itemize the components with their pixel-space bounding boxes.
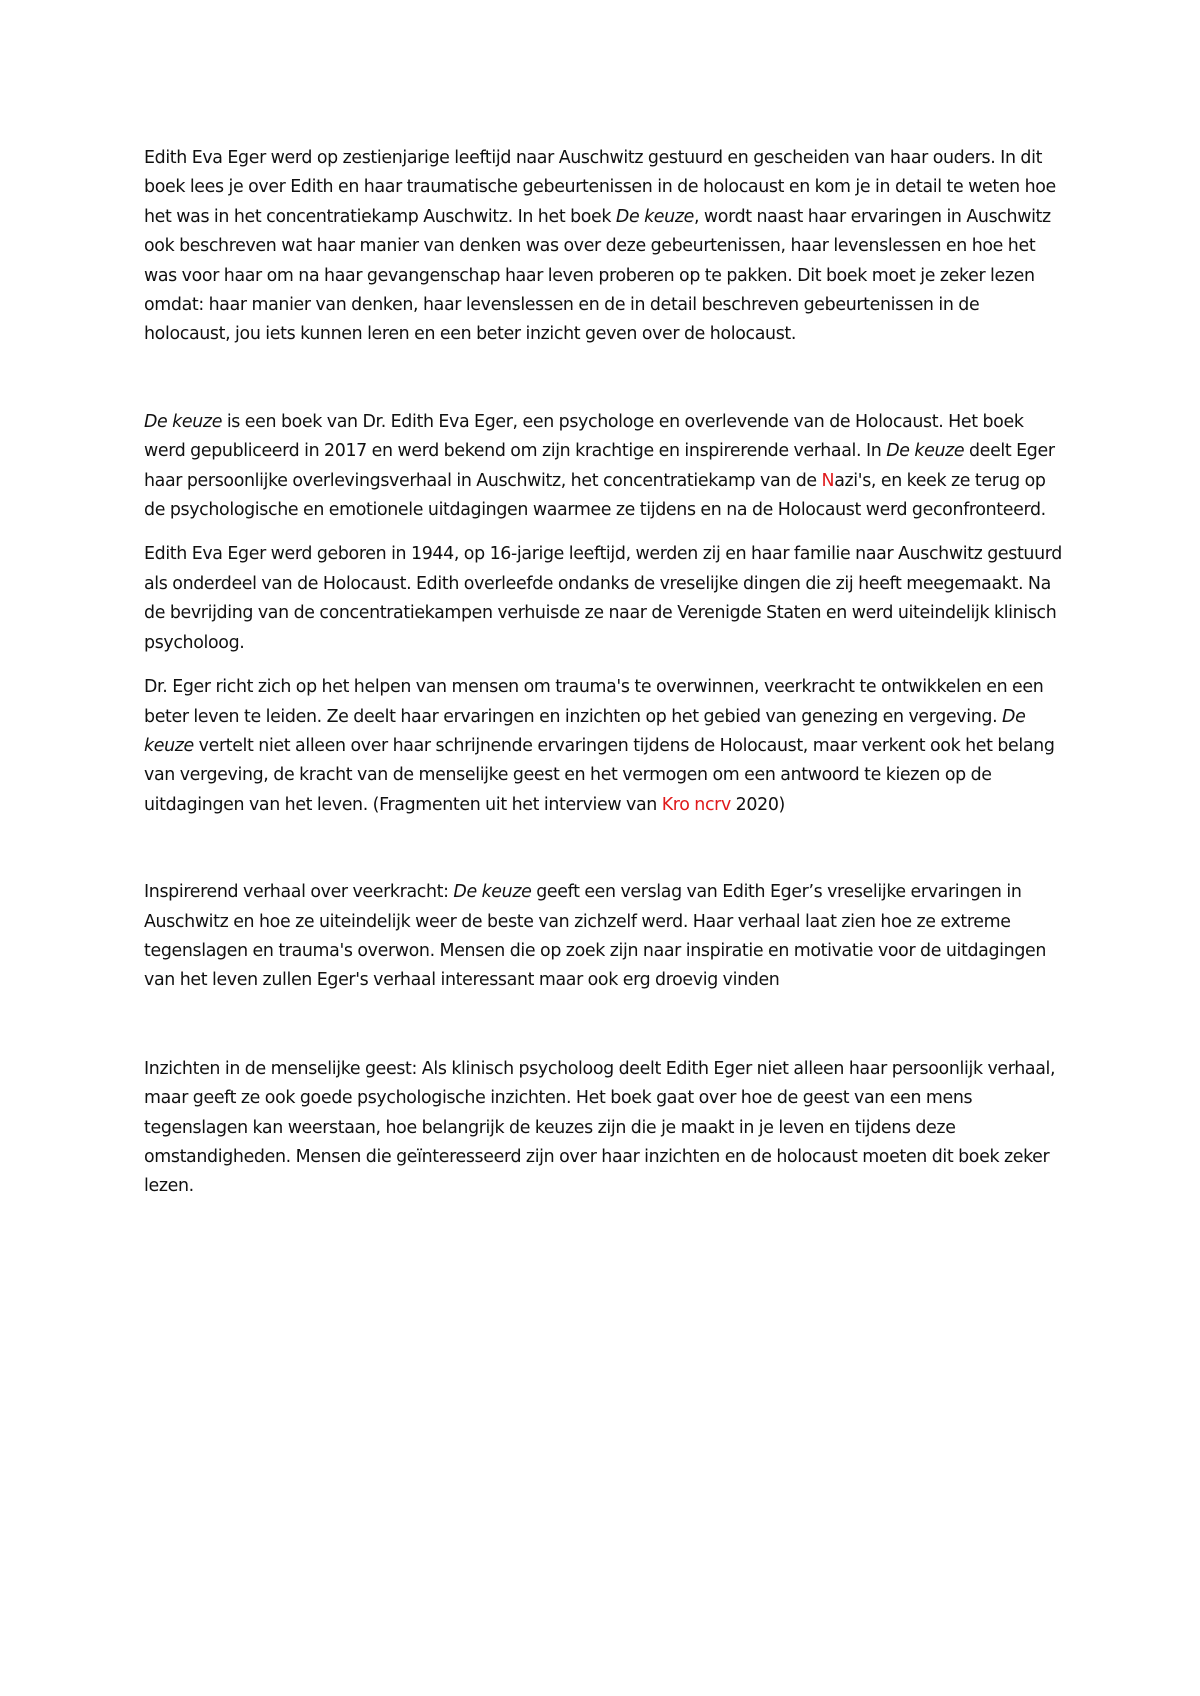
book-title: De keuze	[144, 411, 223, 432]
paragraph-text: , wordt naast haar ervaringen in Auschwitz ook beschreven wat haar manier van denken was over deze gebeurtenissen, haar levenslessen en hoe het was voor haar om na haar gevangenschap haar leven proberen op te pakken. Dit boek moet je zeker lezen omdat: haar manier van denken, haar levenslessen en de in detail beschreven gebeurtenissen in de holocaust, jou iets kunnen leren en een beter inzicht geven over de holocaust.	[144, 206, 1051, 345]
book-title: De keuze	[144, 706, 1026, 756]
paragraph-text: Dr. Eger richt zich op het helpen van mensen om trauma's te overwinnen, veerkracht te ontwikkelen en een beter leven te leiden. Ze deelt haar ervaringen en inzichten op het gebied van genezing en vergeving.	[144, 677, 1044, 727]
paragraph-text: is een boek van Dr. Edith Eva Eger, een psychologe en overlevende van de Holocaust. Het boek werd gepubliceerd in 2017 en werd bekend om zijn krachtige en inspirerende verhaal. In	[144, 411, 1024, 462]
paragraph-resilience	[144, 878, 1064, 996]
paragraph-text: deelt Eger haar persoonlijke overlevingsverhaal in Auschwitz, het concentratiekamp van de	[144, 441, 1055, 491]
paragraph-text: geeft een verslag van Edith Eger’s vreselijke ervaringen in Auschwitz en hoe ze uiteindelijk weer de beste van zichzelf werd. Haar verhaal laat zien hoe ze extreme tegenslagen en trauma's overwon. Mensen die op zoek zijn naar inspiratie en motivatie voor de uitdagingen van het leven zullen Eger's verhaal interessant maar ook erg droevig vinden	[144, 882, 1047, 991]
book-title: De keuze	[615, 206, 694, 227]
red-marked-text: Kro ncrv	[661, 794, 731, 815]
paragraph-work	[144, 673, 1064, 820]
paragraph-about-book	[144, 408, 1064, 526]
book-title: De keuze	[453, 882, 532, 903]
paragraph-biography: Edith Eva Eger werd geboren in 1944, op 16-jarige leeftijd, werden zij en haar familie naar Auschwitz gestuurd als onderdeel van de Holocaust. Edith overleefde ondanks de vreselijke dingen die zij heeft meegemaakt. Na de bevrijding van de concentratiekampen verhuisde ze naar de Verenigde Staten en werd uiteindelijk klinisch psycholoog.	[144, 544, 1062, 653]
paragraph-text: 2020)	[730, 794, 785, 815]
red-marked-text: N	[821, 470, 835, 491]
paragraph-text: Edith Eva Eger werd op zestienjarige leeftijd naar Auschwitz gestuurd en gescheiden van haar ouders. In dit boek lees je over Edith en haar traumatische gebeurtenissen in de holocaust en kom je in detail te weten hoe het was in het concentratiekamp Auschwitz. In het boek	[144, 148, 1056, 227]
paragraph-text: azi's, en keek ze terug op de psychologische en emotionele uitdagingen waarmee ze tijdens en na de Holocaust werd geconfronteerd.	[144, 470, 1046, 521]
paragraph-intro	[144, 144, 1064, 350]
document-body	[144, 144, 1064, 1202]
paragraph-text: Inspirerend verhaal over veerkracht:	[144, 882, 454, 903]
paragraph-insights: Inzichten in de menselijke geest: Als klinisch psycholoog deelt Edith Eger niet alleen haar persoonlijk verhaal, maar geeft ze ook goede psychologische inzichten. Het boek gaat over hoe de geest van een mens tegenslagen kan weerstaan, hoe belangrijk de keuzes zijn die je maakt in je leven en tijdens deze omstandigheden. Mensen die geïnteresseerd zijn over haar inzichten en de holocaust moeten dit boek zeker lezen.	[144, 1058, 1056, 1197]
paragraph-text: vertelt niet alleen over haar schrijnende ervaringen tijdens de Holocaust, maar verkent ook het belang van vergeving, de kracht van de menselijke geest en het vermogen om een antwoord te kiezen op de uitdagingen van het leven. (Fragmenten uit het interview van	[144, 735, 1055, 815]
book-title: De keuze	[886, 441, 965, 462]
